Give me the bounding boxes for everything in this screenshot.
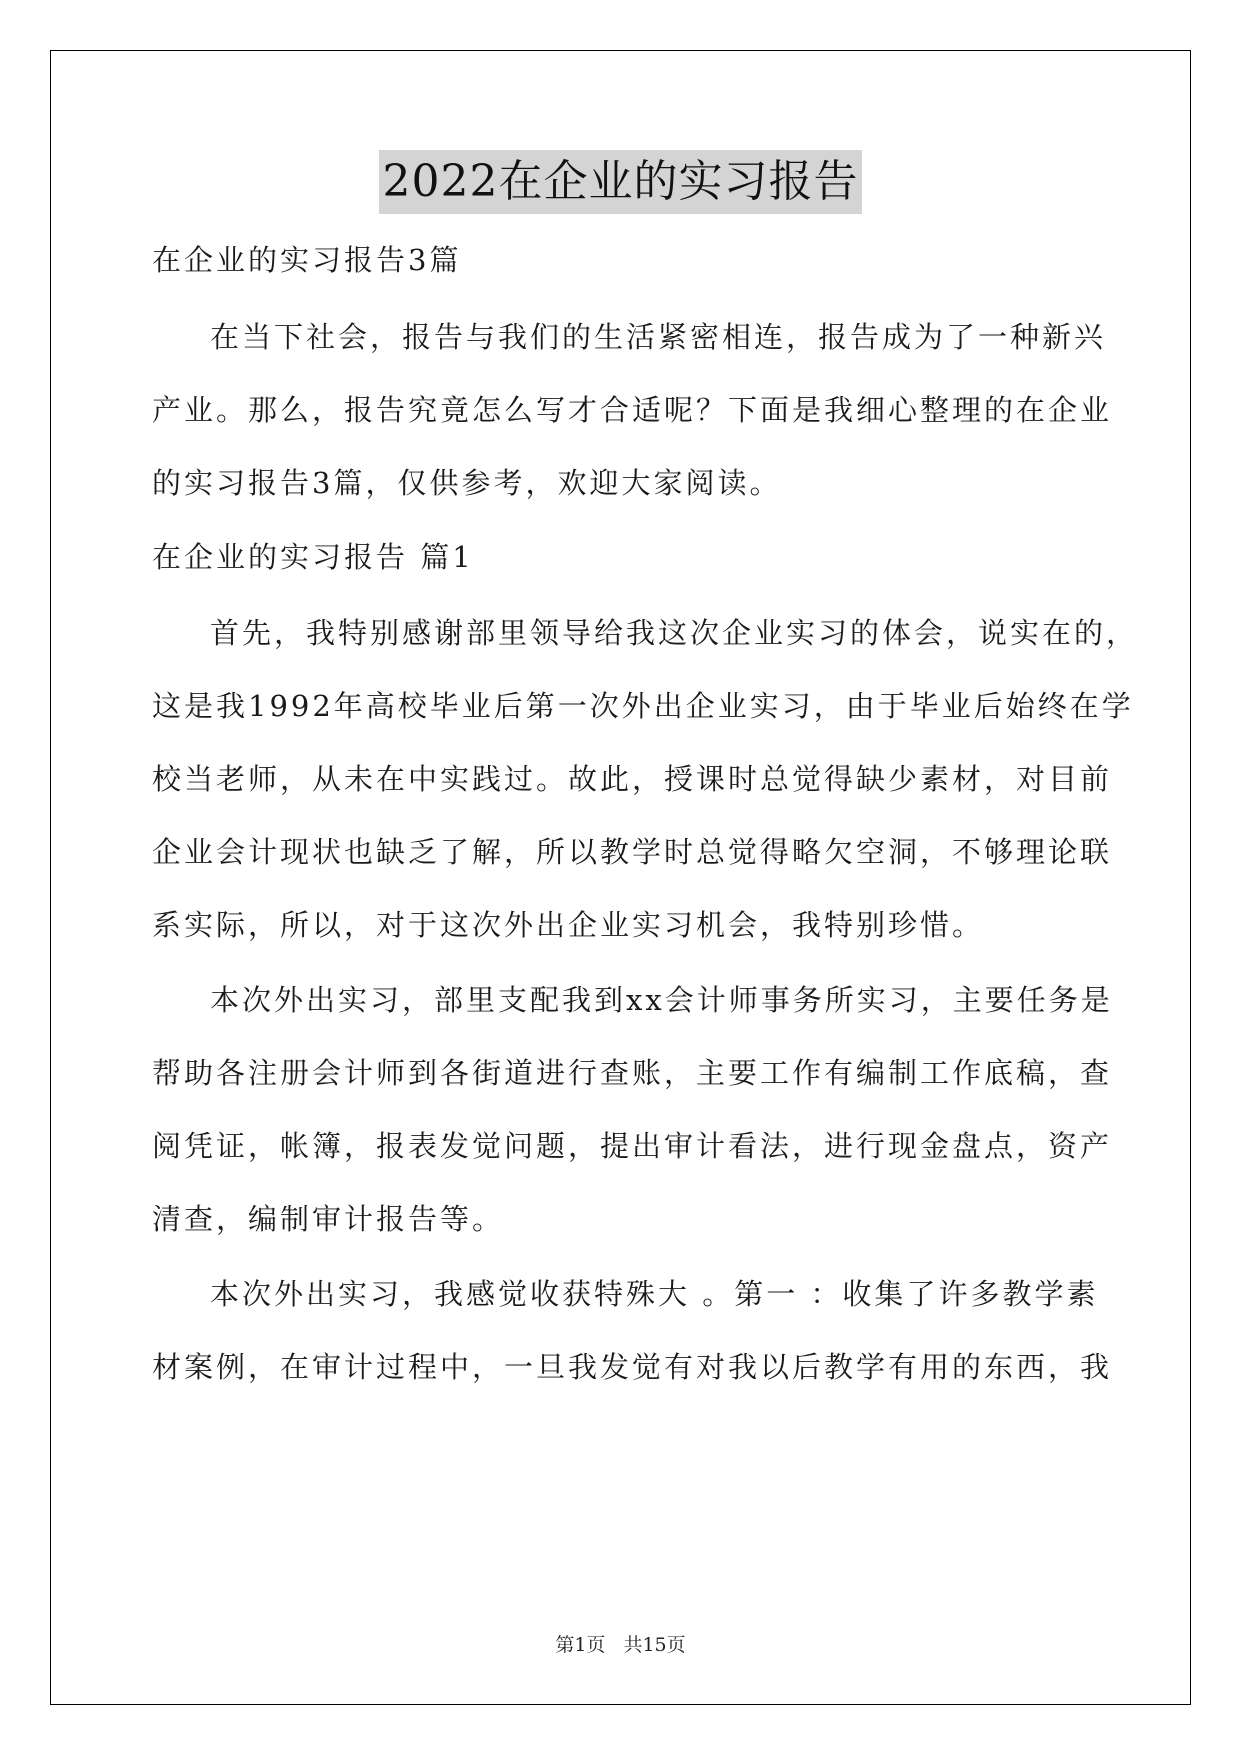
- page-border: [50, 50, 1191, 1705]
- paragraph-line: 企业会计现状也缺乏了解，所以教学时总觉得略欠空洞，不够理论联: [152, 835, 1113, 869]
- paragraph-line: 清查，编制审计报告等。: [152, 1202, 505, 1236]
- title-container: [0, 150, 1241, 214]
- section-heading: 在企业的实习报告 篇1: [152, 540, 474, 574]
- document-title: 2022在企业的实习报告: [379, 150, 863, 214]
- paragraph-line: 在当下社会，报告与我们的生活紧密相连，报告成为了一种新兴: [210, 320, 1107, 354]
- subtitle-line: 在企业的实习报告3篇: [152, 243, 462, 277]
- paragraph-line: 校当老师，从未在中实践过。故此，授课时总觉得缺少素材，对目前: [152, 762, 1113, 796]
- paragraph-line: 产业。那么，报告究竟怎么写才合适呢？下面是我细心整理的在企业: [152, 393, 1113, 427]
- paragraph-line: 的实习报告3篇，仅供参考，欢迎大家阅读。: [152, 466, 782, 500]
- paragraph-line: 阅凭证，帐簿，报表发觉问题，提出审计看法，进行现金盘点，资产: [152, 1129, 1113, 1163]
- paragraph-line: 这是我1992年高校毕业后第一次外出企业实习，由于毕业后始终在学: [152, 689, 1134, 723]
- paragraph-line: 首先，我特别感谢部里领导给我这次企业实习的体会，说实在的，: [210, 616, 1139, 650]
- paragraph-line: 本次外出实习，部里支配我到xx会计师事务所实习，主要任务是: [210, 983, 1113, 1017]
- page-number: 第1页: [555, 1634, 606, 1656]
- paragraph-line: 材案例，在审计过程中，一旦我发觉有对我以后教学有用的东西，我: [152, 1350, 1113, 1384]
- paragraph-line: 帮助各注册会计师到各街道进行查账，主要工作有编制工作底稿，查: [152, 1056, 1113, 1090]
- page-footer: [0, 1630, 1241, 1657]
- paragraph-line: 本次外出实习，我感觉收获特殊大 。第一 ：收集了许多教学素: [210, 1277, 1099, 1311]
- paragraph-line: 系实际，所以，对于这次外出企业实习机会，我特别珍惜。: [152, 908, 985, 942]
- page-total: 共15页: [623, 1634, 686, 1656]
